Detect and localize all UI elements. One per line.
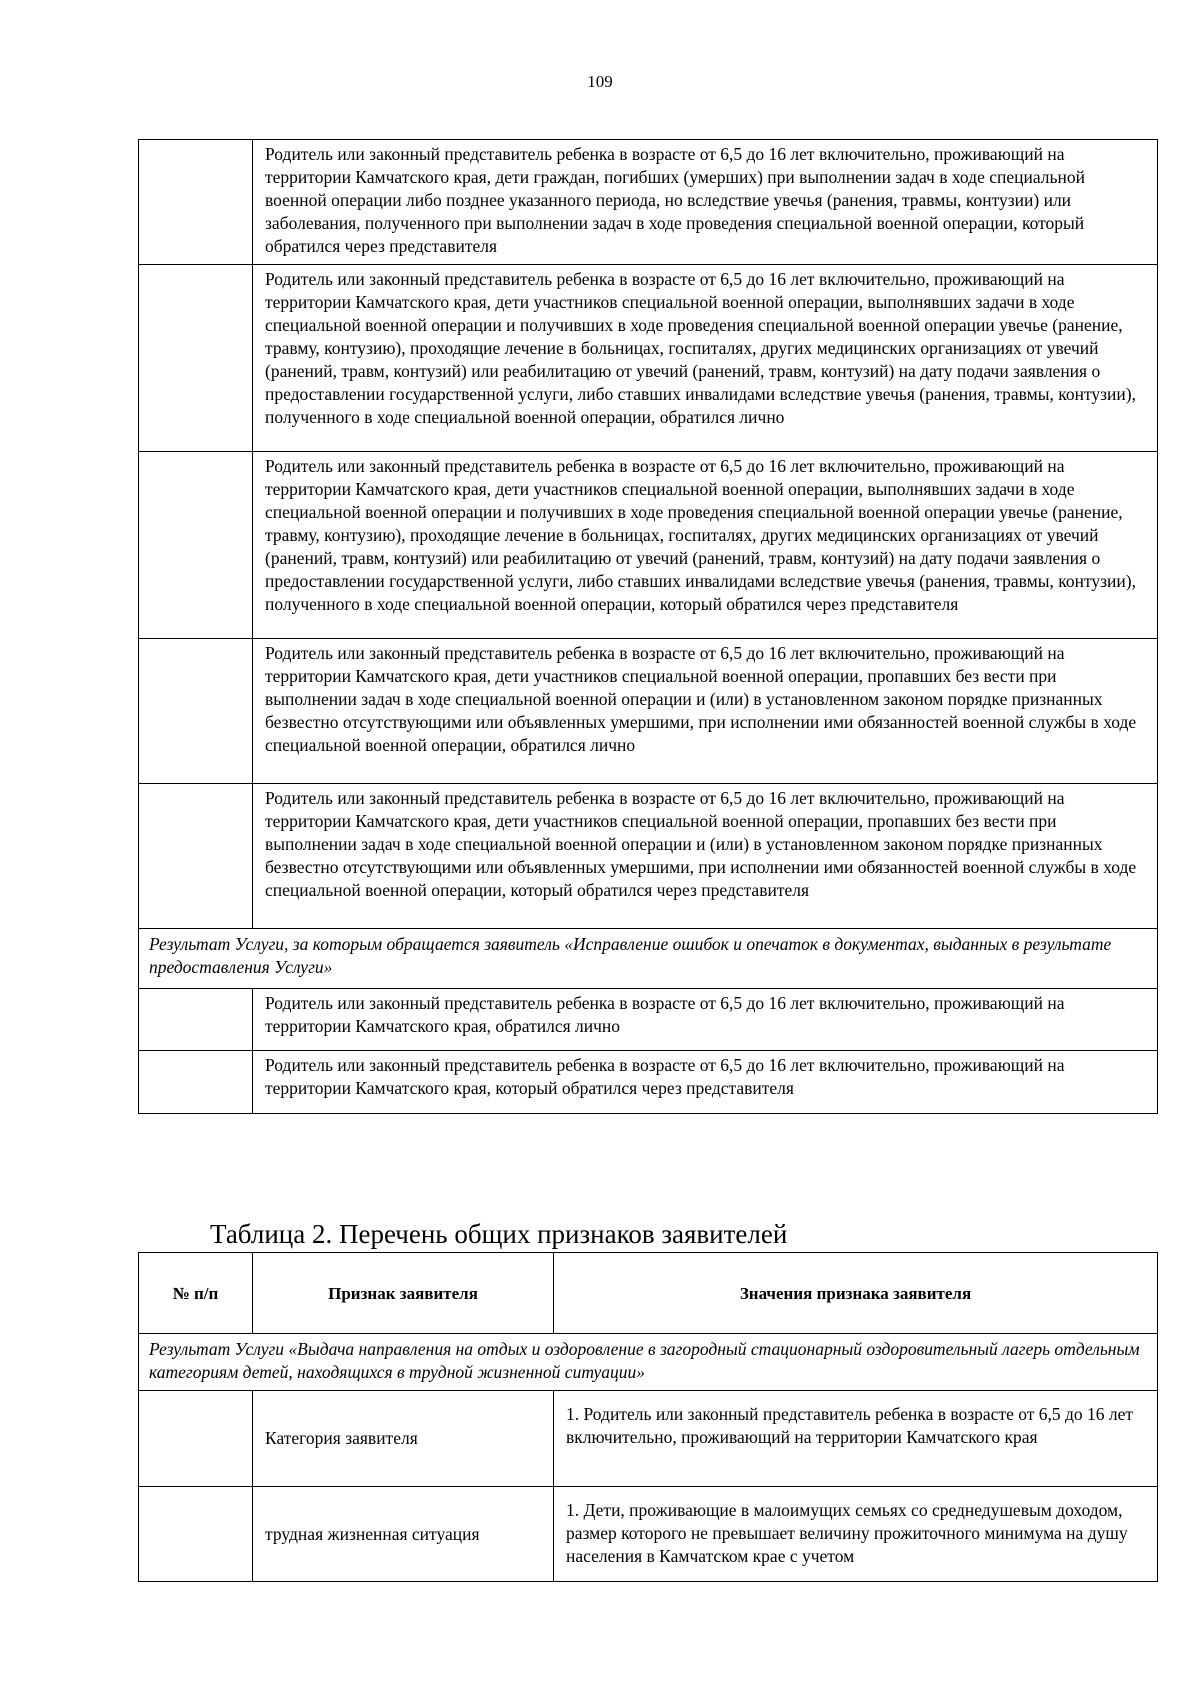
applicant-description-cell: Родитель или законный представитель ребенка в возрасте от 6,5 до 16 лет включительно, проживающий на территории Камчатского края, обратился лично (253, 989, 1158, 1051)
applicant-attributes-table (138, 1252, 1158, 1582)
attribute-value-cell: 1. Родитель или законный представитель ребенка в возрасте от 6,5 до 16 лет включительно, проживающий на территории Камчатского края (554, 1391, 1158, 1487)
table-row (139, 639, 1158, 784)
page-number: 109 (587, 72, 613, 91)
applicant-description-cell: Родитель или законный представитель ребенка в возрасте от 6,5 до 16 лет включительно, проживающий на территории Камчатского края, дети участников специальной военной операции, пропавших без вести при выполнении задач в ходе специальной военной операции и (или) в установленном законом порядке признанных безвестно отсутствующими или объявленных умершими, при исполнении ими обязанностей военной службы в ходе специальной военной операции, обратился лично (253, 639, 1158, 784)
applicant-description-cell: Родитель или законный представитель ребенка в возрасте от 6,5 до 16 лет включительно, проживающий на территории Камчатского края, дети участников специальной военной операции, пропавших без вести при выполнении задач в ходе специальной военной операции и (или) в установленном законом порядке признанных безвестно отсутствующими или объявленных умершими, при исполнении ими обязанностей военной службы в ходе специальной военной операции, который обратился через представителя (253, 784, 1158, 929)
column-header-attribute: Признак заявителя (253, 1253, 554, 1334)
row-number-cell (139, 784, 253, 929)
table-2-title: Таблица 2. Перечень общих признаков заявителей (210, 1219, 788, 1249)
applicant-description-cell: Родитель или законный представитель ребенка в возрасте от 6,5 до 16 лет включительно, проживающий на территории Камчатского края, который обратился через представителя (253, 1051, 1158, 1114)
applicant-description-cell: Родитель или законный представитель ребенка в возрасте от 6,5 до 16 лет включительно, проживающий на территории Камчатского края, дети участников специальной военной операции, выполнявших задачи в ходе специальной военной операции и получивших в ходе проведения специальной военной операции увечье (ранение, травму, контузию), проходящие лечение в больницах, госпиталях, других медицинских организациях от увечий (ранений, травм, контузий) или реабилитацию от увечий (ранений, травм, контузий) на дату подачи заявления о предоставлении государственной услуги, либо ставших инвалидами вследствие увечья (ранения, травмы, контузии), полученного в ходе специальной военной операции, который обратился через представителя (253, 452, 1158, 639)
table-row (139, 1487, 1158, 1582)
row-number-cell (139, 989, 253, 1051)
column-header-value: Значения признака заявителя (554, 1253, 1158, 1334)
applicant-description-cell: Родитель или законный представитель ребенка в возрасте от 6,5 до 16 лет включительно, проживающий на территории Камчатского края, дети участников специальной военной операции, выполнявших задачи в ходе специальной военной операции и получивших в ходе проведения специальной военной операции увечье (ранение, травму, контузию), проходящие лечение в больницах, госпиталях, других медицинских организациях от увечий (ранений, травм, контузий) или реабилитацию от увечий (ранений, травм, контузий) на дату подачи заявления о предоставлении государственной услуги, либо ставших инвалидами вследствие увечья (ранения, травмы, контузии), полученного в ходе специальной военной операции, обратился лично (253, 265, 1158, 452)
column-header-number: № п/п (139, 1253, 253, 1334)
row-number-cell (139, 639, 253, 784)
applicant-variants-table (138, 139, 1158, 1114)
result-heading-row (139, 929, 1158, 989)
result-heading: Результат Услуги, за которым обращается заявитель «Исправление ошибок и опечаток в документах, выданных в результате предоставления Услуги» (139, 929, 1158, 989)
table-header-row (139, 1253, 1158, 1334)
result-heading: Результат Услуги «Выдача направления на отдых и оздоровление в загородный стационарный оздоровительный лагерь отдельным категориям детей, находящихся в трудной жизненной ситуации» (139, 1334, 1158, 1391)
row-number-cell (139, 452, 253, 639)
table-row (139, 784, 1158, 929)
attribute-cell: Категория заявителя (253, 1391, 554, 1487)
table-row (139, 265, 1158, 452)
applicant-description-cell: Родитель или законный представитель ребенка в возрасте от 6,5 до 16 лет включительно, проживающий на территории Камчатского края, дети граждан, погибших (умерших) при выполнении задач в ходе специальной военной операции либо позднее указанного периода, но вследствие увечья (ранения, травмы, контузии) или заболевания, полученного при выполнении задач в ходе проведения специальной военной операции, который обратился через представителя (253, 140, 1158, 265)
table-row (139, 989, 1158, 1051)
attribute-value-cell: 1. Дети, проживающие в малоимущих семьях со среднедушевым доходом, размер которого не превышает величину прожиточного минимума на душу населения в Камчатском крае с учетом (554, 1487, 1158, 1582)
row-number-cell (139, 1051, 253, 1114)
row-number-cell (139, 140, 253, 265)
row-number-cell (139, 1487, 253, 1582)
row-number-cell (139, 1391, 253, 1487)
row-number-cell (139, 265, 253, 452)
table-row (139, 452, 1158, 639)
table-row (139, 140, 1158, 265)
table-row (139, 1051, 1158, 1114)
result-heading-row (139, 1334, 1158, 1391)
attribute-cell: трудная жизненная ситуация (253, 1487, 554, 1582)
table-row (139, 1391, 1158, 1487)
